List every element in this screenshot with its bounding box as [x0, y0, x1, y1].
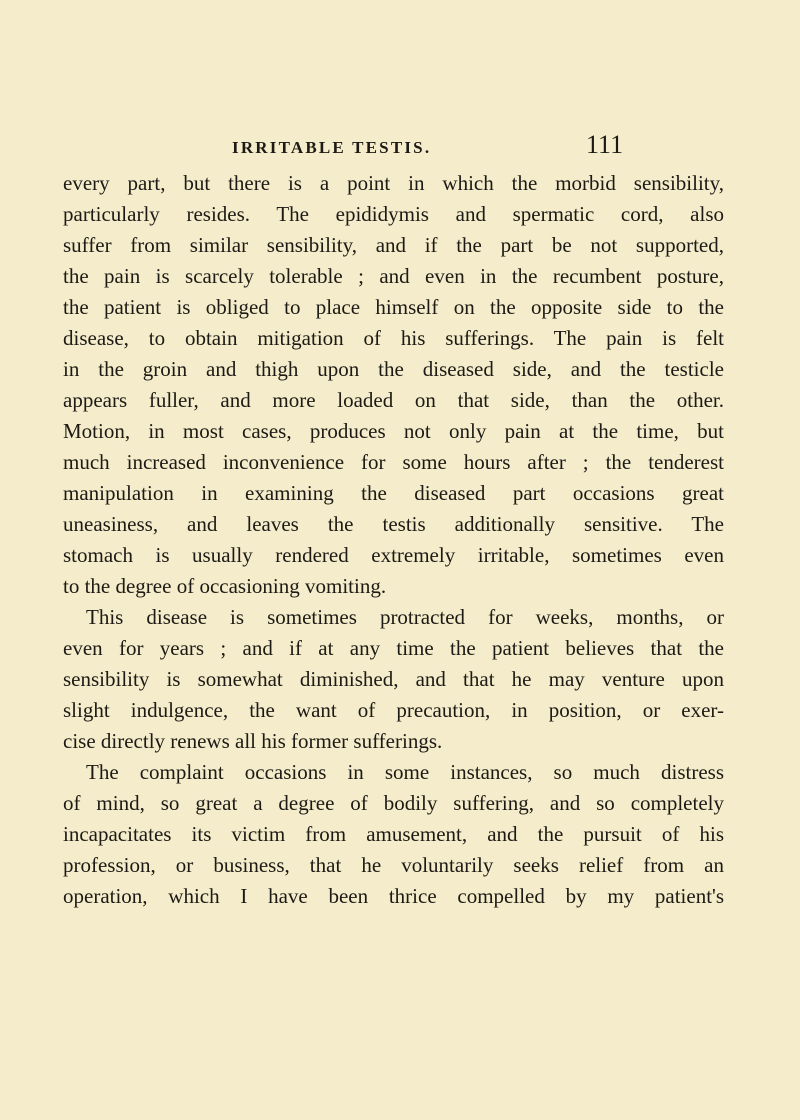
- paragraph-start-line: This disease is sometimes protracted for weeks, months, or: [86, 605, 724, 629]
- paragraph-start-line: The complaint occasions in some instances, so much distress: [86, 760, 724, 784]
- text-line: manipulation in examining the diseased part occasions great: [63, 481, 724, 505]
- text-line: operation, which I have been thrice compelled by my patient's: [63, 884, 724, 908]
- text-line: the pain is scarcely tolerable ; and even in the recumbent posture,: [63, 264, 724, 288]
- text-line: even for years ; and if at any time the patient believes that the: [63, 636, 724, 660]
- text-line: of mind, so great a degree of bodily suffering, and so completely: [63, 791, 724, 815]
- text-line: to the degree of occasioning vomiting.: [63, 574, 387, 598]
- text-line: particularly resides. The epididymis and spermatic cord, also: [63, 202, 724, 226]
- text-line: suffer from similar sensibility, and if the part be not supported,: [63, 233, 724, 257]
- text-line: much increased inconvenience for some hours after ; the tenderest: [63, 450, 724, 474]
- text-line: stomach is usually rendered extremely irritable, sometimes even: [63, 543, 724, 567]
- text-line: disease, to obtain mitigation of his sufferings. The pain is felt: [63, 326, 724, 350]
- text-line: appears fuller, and more loaded on that side, than the other.: [63, 388, 724, 412]
- text-line: profession, or business, that he voluntarily seeks relief from an: [63, 853, 724, 877]
- text-line: every part, but there is a point in which the morbid sensibility,: [63, 171, 724, 195]
- text-line: cise directly renews all his former sufferings.: [63, 729, 443, 753]
- text-line: sensibility is somewhat diminished, and that he may venture upon: [63, 667, 724, 691]
- running-head: IRRITABLE TESTIS.: [232, 138, 432, 157]
- text-line: slight indulgence, the want of precaution, in position, or exer-: [63, 698, 724, 722]
- text-line: Motion, in most cases, produces not only pain at the time, but: [63, 419, 724, 443]
- body-text: [63, 168, 724, 912]
- text-line: the patient is obliged to place himself on the opposite side to the: [63, 295, 724, 319]
- text-line: incapacitates its victim from amusement, and the pursuit of his: [63, 822, 724, 846]
- text-line: uneasiness, and leaves the testis additionally sensitive. The: [63, 512, 724, 536]
- text-line: in the groin and thigh upon the diseased side, and the testicle: [63, 357, 724, 381]
- page-number: 111: [586, 130, 624, 159]
